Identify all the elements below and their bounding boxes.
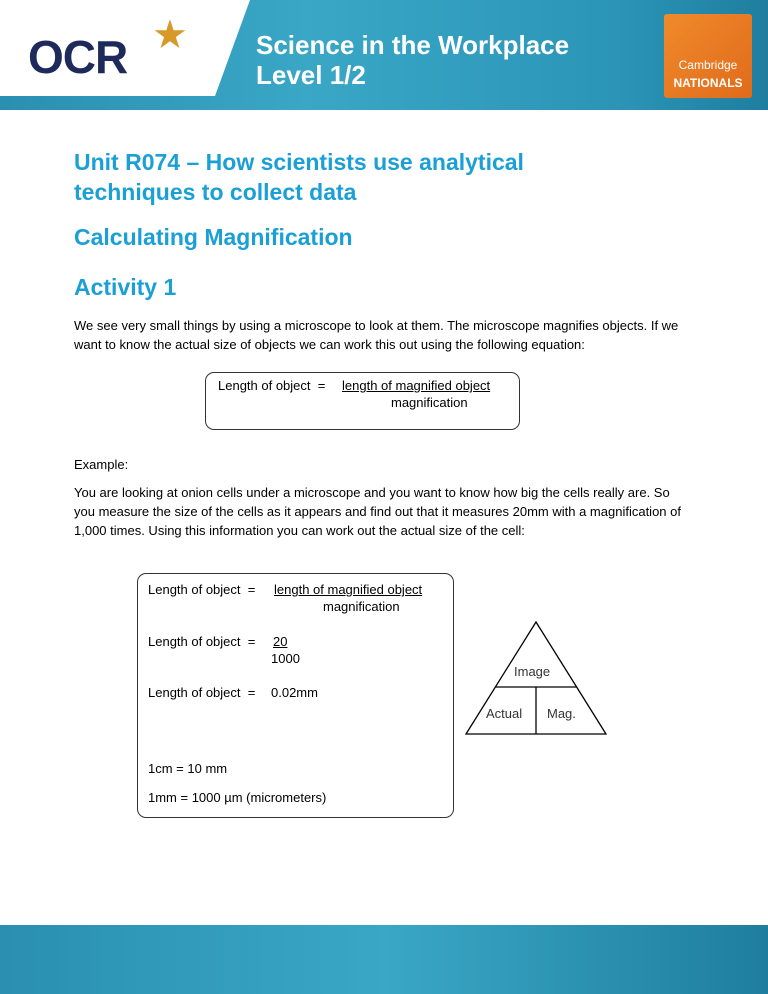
conversion-mm-um: 1mm = 1000 µm (micrometers) bbox=[148, 790, 327, 805]
conversion-cm-mm: 1cm = 10 mm bbox=[148, 761, 228, 776]
worked-step2-denominator: 1000 bbox=[271, 651, 300, 666]
header-title: Science in the Workplace Level 1/2 bbox=[256, 30, 570, 90]
worked-numerator: length of magnified object bbox=[274, 582, 423, 597]
worked-denominator: magnification bbox=[323, 599, 400, 614]
unit-title: Unit R074 – How scientists use analytical techniques to collect data bbox=[74, 149, 524, 205]
section-title: Calculating Magnification bbox=[74, 224, 353, 250]
equation-lhs: Length of object = bbox=[218, 378, 329, 393]
example-label: Example: bbox=[74, 457, 129, 472]
footer-banner bbox=[0, 925, 768, 994]
triangle-actual-label: Actual bbox=[486, 706, 523, 721]
worked-example-box bbox=[137, 573, 454, 818]
triangle-image-label: Image bbox=[514, 664, 551, 679]
ocr-logo: OCR bbox=[28, 31, 128, 83]
worked-lhs-2: Length of object = bbox=[148, 634, 259, 649]
cambridge-nationals-badge: Cambridge NATIONALS bbox=[664, 14, 752, 98]
activity-title: Activity 1 bbox=[74, 274, 177, 300]
worked-step2-numerator: 20 bbox=[273, 634, 288, 649]
star-icon: ★ bbox=[152, 13, 188, 57]
intro-paragraph: We see very small things by using a microscope to look at them. The microscope magnifies objects. If we want to know the actual size of objects we can work this out using the following equation: bbox=[74, 318, 679, 352]
example-paragraph: You are looking at onion cells under a microscope and you want to know how big the cells really are. So you measure the size of the cells as it appears and find out that it measures 20mm with a magnification of 1,000 times. Using this information you can work out the actual size of the cell: bbox=[74, 485, 681, 538]
equation-numerator: length of magnified object bbox=[342, 378, 491, 393]
worked-lhs-3: Length of object = bbox=[148, 685, 259, 700]
header-banner bbox=[0, 0, 768, 110]
magnification-triangle bbox=[464, 620, 608, 736]
worked-lhs-1: Length of object = bbox=[148, 582, 259, 597]
triangle-mag-label: Mag. bbox=[547, 706, 576, 721]
equation-denominator: magnification bbox=[391, 395, 468, 410]
equation-box bbox=[205, 372, 520, 430]
worked-result: 0.02mm bbox=[271, 685, 318, 700]
